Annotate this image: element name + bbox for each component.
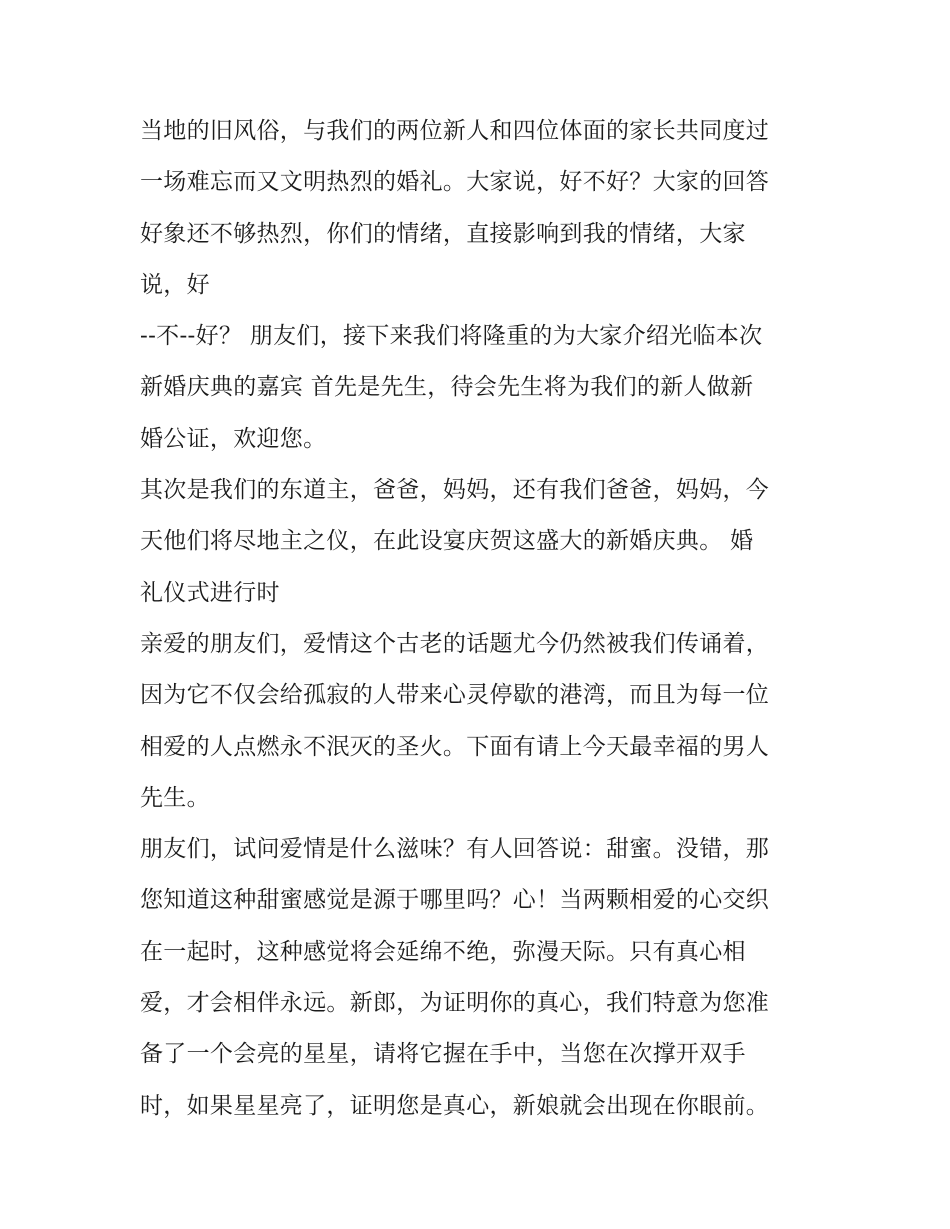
text-line: 天他们将尽地主之仪，在此设宴庆贺这盛大的新婚庆典。 婚 [140, 528, 754, 555]
text-line: 备了一个会亮的星星，请将它握在手中，当您在次撑开双手 [140, 1041, 746, 1068]
document-body [140, 106, 830, 1132]
text-line: --不--好？ 朋友们，接下来我们将隆重的为大家介绍光临本次 [140, 323, 763, 350]
text-line: 说，好 [140, 271, 210, 298]
text-line: 婚公证，欢迎您。 [140, 425, 327, 452]
text-line: 在一起时，这种感觉将会延绵不绝，弥漫天际。只有真心相 [140, 938, 746, 965]
text-line: 爱，才会相伴永远。新郎，为证明你的真心，我们特意为您准 [140, 990, 770, 1017]
text-line: 因为它不仅会给孤寂的人带来心灵停歇的港湾，而且为每一位 [140, 682, 770, 709]
text-line: 时，如果星星亮了，证明您是真心，新娘就会出现在你眼前。 [140, 1092, 770, 1119]
text-line: 新婚庆典的嘉宾 首先是先生，待会先生将为我们的新人做新 [140, 374, 754, 401]
text-line: 好象还不够热烈，你们的情绪，直接影响到我的情绪，大家 [140, 220, 746, 247]
text-line: 先生。 [140, 784, 210, 811]
text-line: 礼仪式进行时 [140, 579, 280, 606]
text-line: 其次是我们的东道主，爸爸，妈妈，还有我们爸爸，妈妈，今 [140, 477, 770, 504]
text-line: 朋友们，试问爱情是什么滋味？有人回答说：甜蜜。没错，那 [140, 836, 770, 863]
text-line: 一场难忘而又文明热烈的婚礼。大家说，好不好？大家的回答 [140, 169, 770, 196]
text-line: 您知道这种甜蜜感觉是源于哪里吗？心！当两颗相爱的心交织 [140, 887, 770, 914]
text-line: 当地的旧风俗，与我们的两位新人和四位体面的家长共同度过 [140, 118, 770, 144]
text-line: 相爱的人点燃永不泯灭的圣火。下面有请上今天最幸福的男人 [140, 733, 770, 760]
text-line: 亲爱的朋友们，爱情这个古老的话题尤今仍然被我们传诵着， [140, 630, 770, 657]
